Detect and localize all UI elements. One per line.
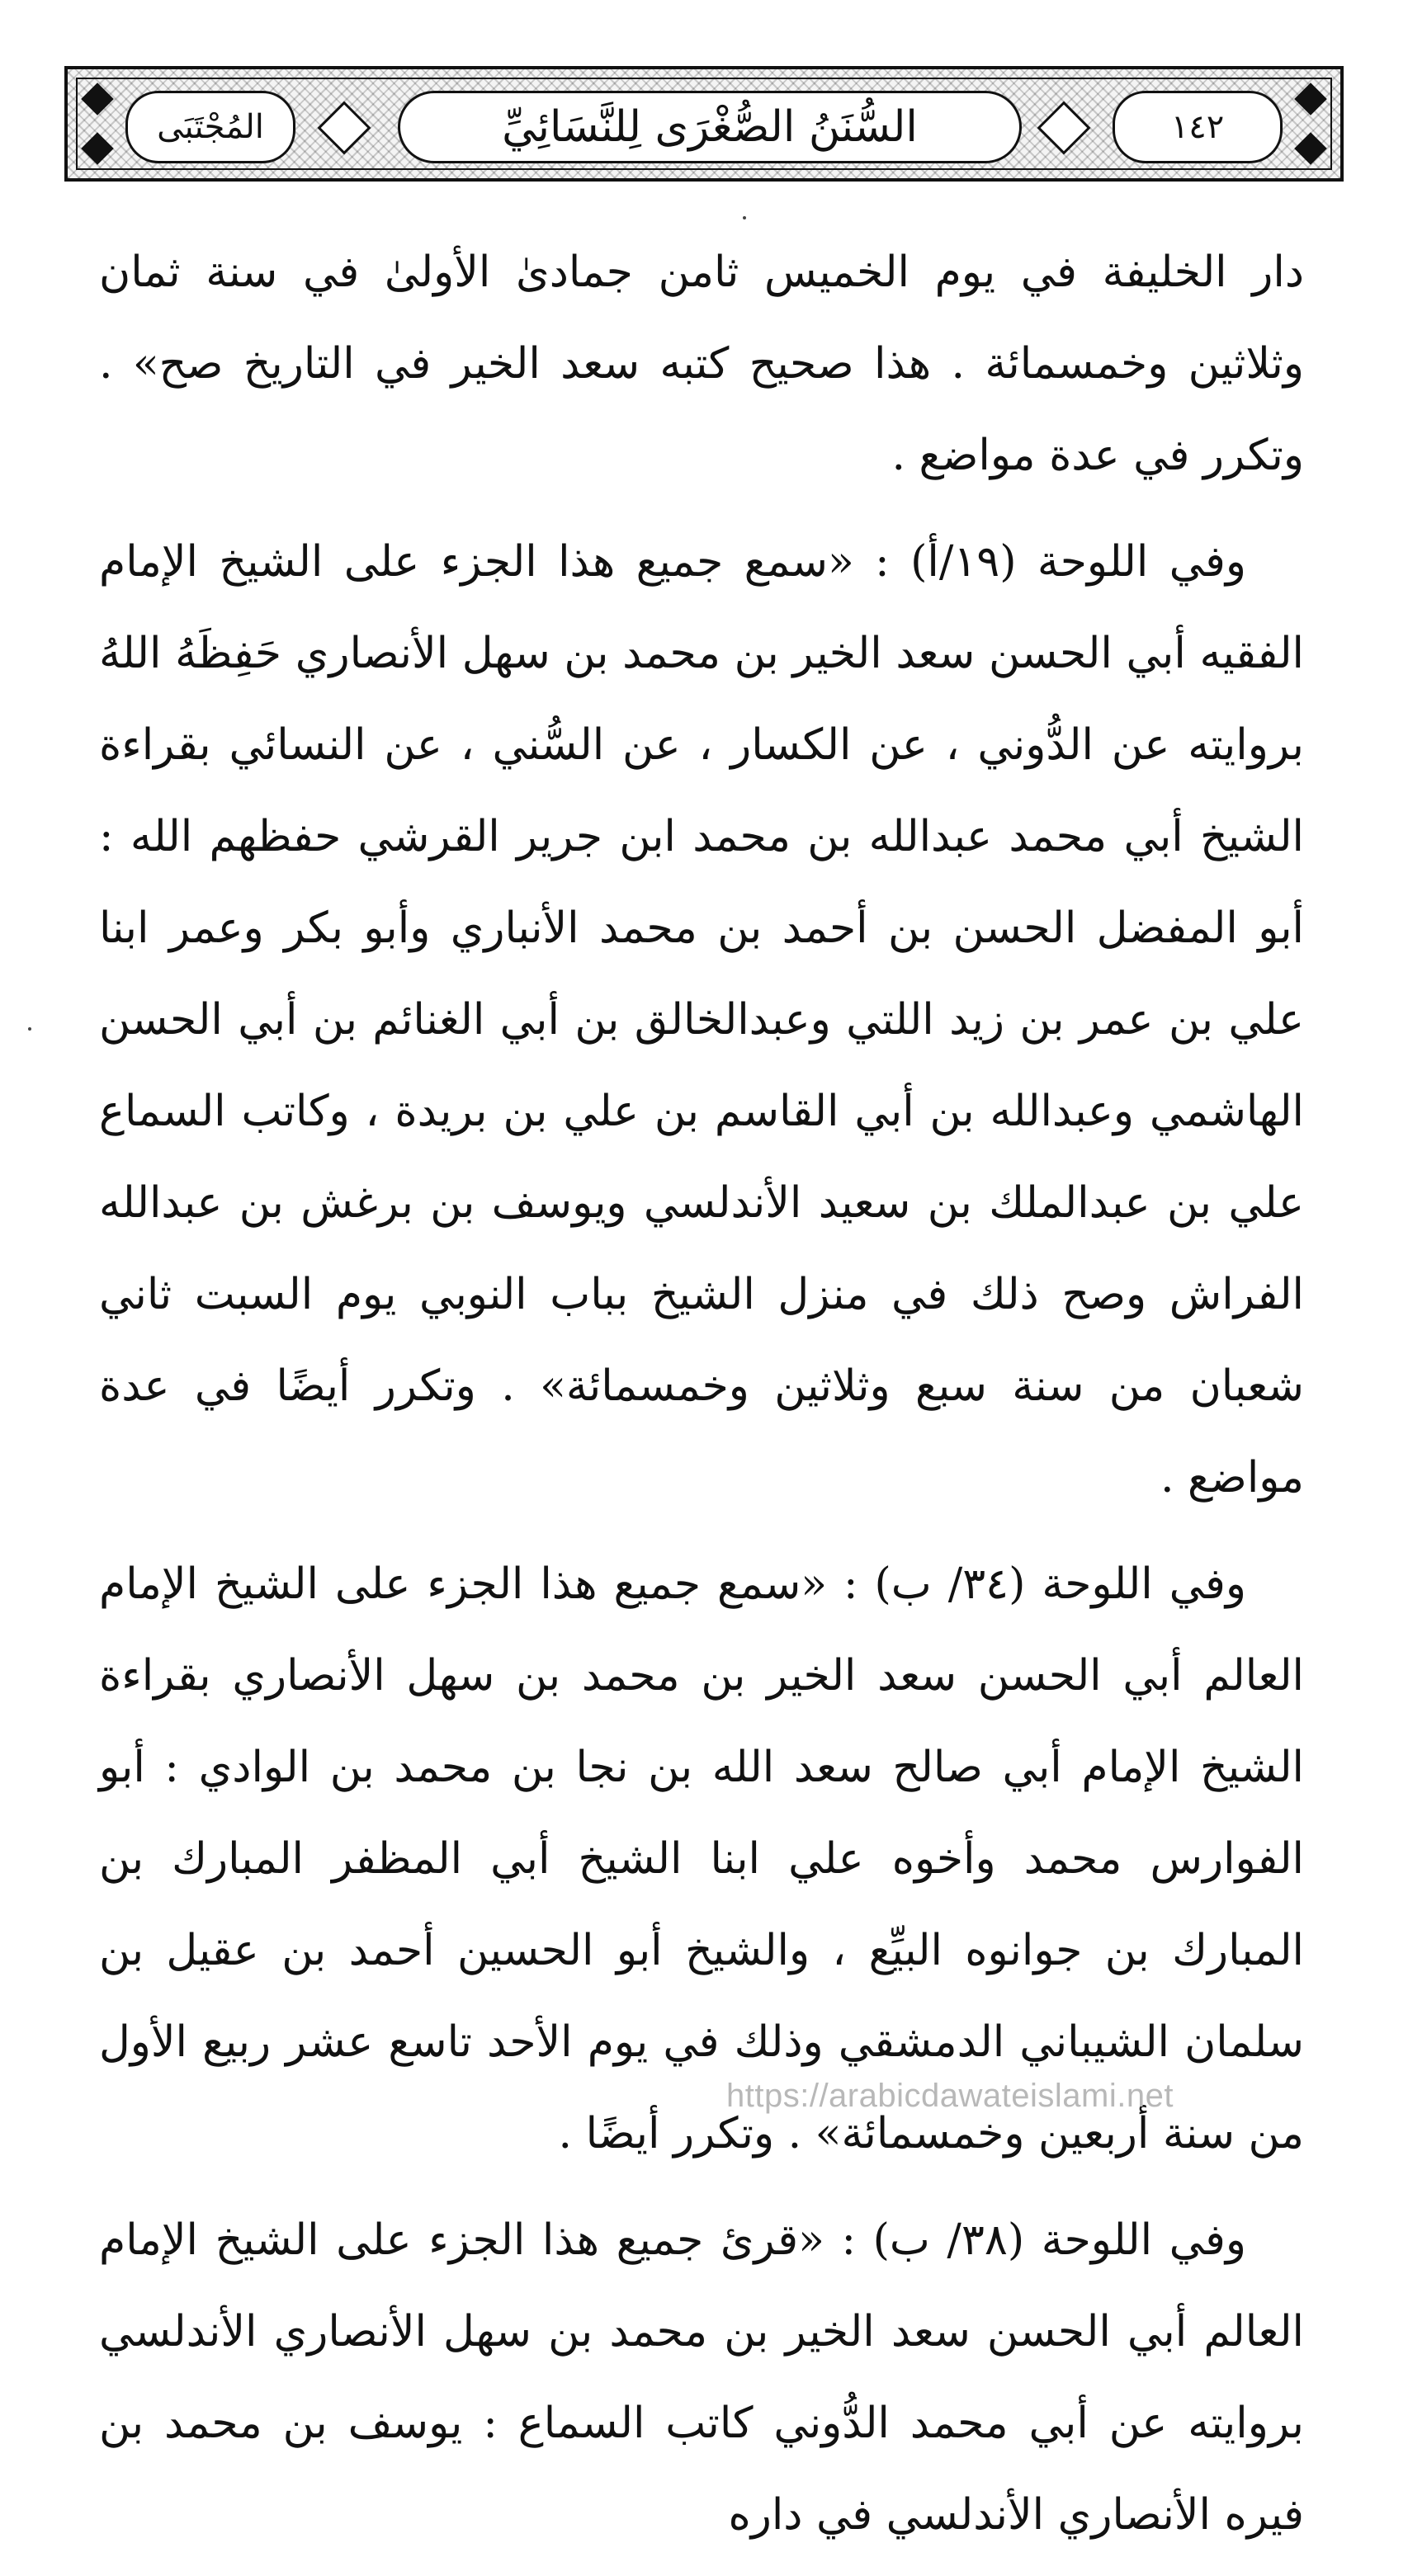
paragraph: وفي اللوحة (٣٤/ ب) : «سمع جميع هذا الجزء على الشيخ الإمام العالم أبي الحسن سعد الخير بن محمد بن سهل الأنصاري بقراءة الشيخ الإمام أبي صالح سعد الله بن نجا بن محمد بن الوادي : أبو الفوارس محمد وأخوه علي ابنا الشيخ أبي المظفر المبارك بن المبارك بن جوانوه البيِّع ، والشيخ أبو الحسين أحمد بن عقيل بن سلمان الشيباني الدمشقي وذلك في يوم الأحد تاسع عشر ربيع الأول من سنة أربعين وخمسمائة» . وتكرر أيضًا . [99,1559,1304,2158]
page-number: ١٤٢ [1170,108,1225,146]
book-badge-text: المُجْتَبَى [157,108,264,146]
page-number-badge [1113,91,1283,163]
paragraph: وفي اللوحة (١٩/أ) : «سمع جميع هذا الجزء على الشيخ الإمام الفقيه أبي الحسن سعد الخير بن محمد بن سهل الأنصاري حَفِظَهُ اللهُ بروايته عن الدُّوني ، عن الكسار ، عن السُّني ، عن النسائي بقراءة الشيخ أبي محمد عبدالله بن محمد ابن جرير القرشي حفظهم الله : أبو المفضل الحسن بن أحمد بن محمد الأنباري وأبو بكر وعمر ابنا علي بن عمر بن زيد اللتي وعبدالخالق بن أبي الغنائم بن أبي الحسن الهاشمي وعبدالله بن أبي القاسم بن علي بن بريدة ، وكاتب السماع علي بن عبدالملك بن سعيد الأندلسي ويوسف بن برغش بن عبدالله الفراش وصح ذلك في منزل الشيخ بباب النوبي يوم السبت ثاني شعبان من سنة سبع وثلاثين وخمسمائة» . وتكرر أيضًا في عدة مواضع . [99,537,1304,1503]
paragraph: دار الخليفة في يوم الخميس ثامن جمادىٰ الأولىٰ في سنة ثمان وثلاثين وخمسمائة . هذا صحيح كتبه سعد الخير في التاريخ صح» . وتكرر في عدة مواضع . [99,248,1304,480]
scan-speck [28,1027,31,1031]
book-badge [125,91,295,163]
page-header-banner [64,66,1344,182]
paragraph: وفي اللوحة (٣٨/ ب) : «قرئ جميع هذا الجزء على الشيخ الإمام العالم أبي الحسن سعد الخير بن محمد بن سهل الأنصاري الأندلسي بروايته عن أبي محمد الدُّوني كاتب السماع : يوسف بن محمد بن فيره الأنصاري الأندلسي في داره [99,2215,1304,2540]
book-title: السُّنَنُ الصُّغْرَى لِلنَّسَائِيِّ [502,102,918,152]
page-body [99,227,1304,2576]
watermark-url: https://arabicdawateislami.net [726,2078,1174,2114]
scan-speck [743,216,746,219]
book-title-cartouche [398,91,1022,163]
